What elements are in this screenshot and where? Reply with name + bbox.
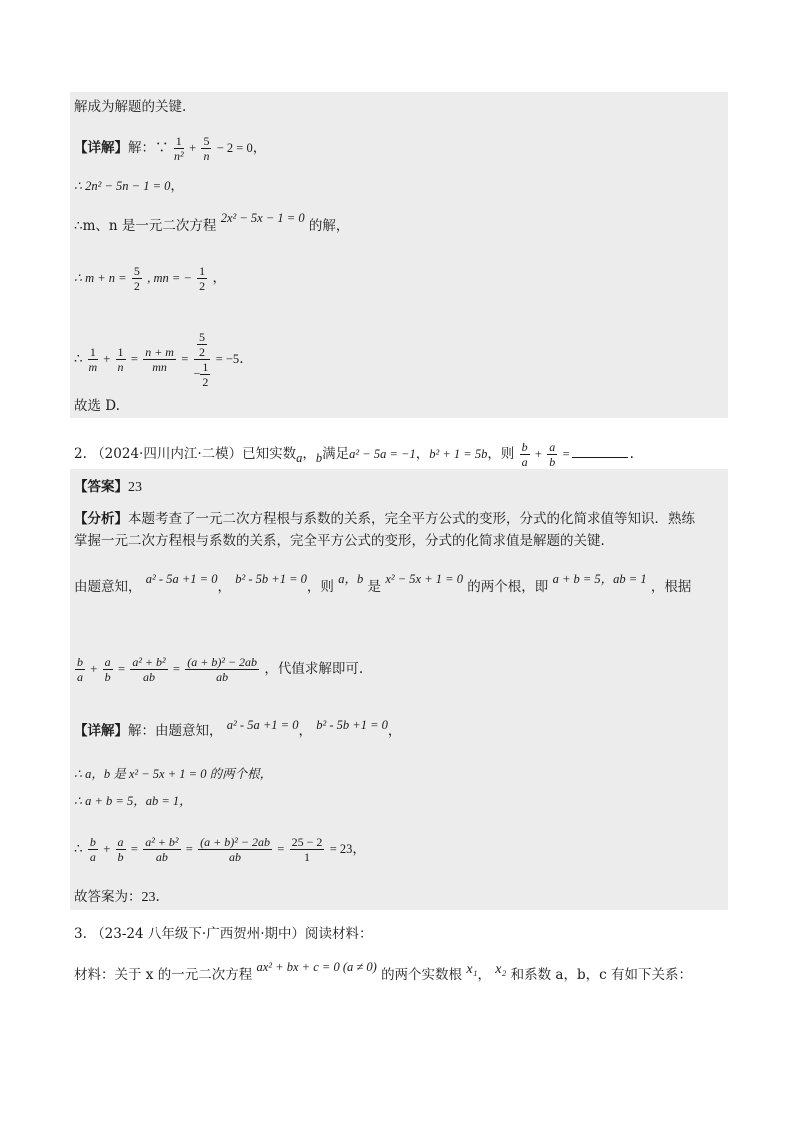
fraction: $\frac{\text{a² + b²}}{ab}$ — [145, 835, 179, 864]
question-3-material: 材料：关于 x 的一元二次方程 ax² + bx + c = 0 (a ≠ 0) 的两个实数根 x₁， x₂ 和系数 a，b，c 有如下关系： — [74, 960, 692, 983]
analysis-line-3: 由题意知， a² - 5a +1 = 0， b² - 5b +1 = 0，则 a，b 是 x² − 5x + 1 = 0 的两个根，即 a + b = 5，ab = 1 ，根据 — [74, 572, 692, 595]
analysis-line-1: 【分析】本题考查了一元二次方程根与系数的关系，完全平方公式的变形，分式的化简求值等知识．熟练 — [74, 511, 695, 527]
fraction: $\frac{b}{a}$ — [521, 440, 528, 469]
detail-line-1: 【详解】解：∵ $\frac{1}{\text{n²}}$ + $\frac{5}{n}$ − 2 = 0， — [74, 134, 267, 163]
detail-tag: 【详解】 — [74, 140, 128, 156]
question-2: 2. （2024·四川内江·二模）已知实数a，b满足a² − 5a = −1，b² + 1 = 5b，则 $\frac{b}{a}$ + $\frac{a}{b}$ = . — [74, 440, 634, 469]
fraction: $\frac{\text{(a + b)² − 2ab}}{ab}$ — [200, 835, 270, 864]
fraction: $\frac{25 - 2}{1}$ — [291, 835, 323, 864]
fraction: $\frac{1}{m}$ — [88, 345, 98, 374]
fraction: $\frac{b}{a}$ — [77, 655, 83, 684]
equation-4: ∴ m + n = $\frac{5}{2}$ , mn = − $\frac{1}{2}$ ， — [74, 264, 226, 293]
question-3: 3. （23-24 八年级下·广西贺州·期中）阅读材料： — [74, 926, 373, 942]
answer-line: 【答案】23 — [74, 479, 142, 495]
equation-2: ∴ 2n² − 5n − 1 = 0， — [74, 178, 184, 194]
fraction: $\frac{\text{a² + b²}}{ab}$ — [132, 655, 166, 684]
fraction: $\frac{a}{b}$ — [104, 655, 111, 684]
conclusion-1: 故选 D. — [74, 398, 120, 414]
detail-line-2: 【详解】解：由题意知， a² - 5a +1 = 0， b² - 5b +1 = 0， — [74, 718, 402, 739]
final-answer: 故答案为：23. — [74, 889, 160, 905]
fraction: $\frac{a}{b}$ — [117, 835, 124, 864]
fraction: $\frac{5}{2}$ — [133, 264, 140, 293]
equation-5: ∴ $\frac{1}{m}$ + $\frac{1}{n}$ = $\frac{n + m}{mn}$ = $\frac{5}{2}$ − $\frac{1}{2}$ = −5. — [74, 330, 244, 389]
fraction: $\frac{\text{(a + b)² − 2ab}}{ab}$ — [187, 655, 258, 684]
fraction: $\frac{n + m}{mn}$ — [145, 345, 174, 374]
answer-tag: 【答案】 — [74, 479, 128, 495]
step-3: ∴ $\frac{b}{a}$ + $\frac{a}{b}$ = $\frac{\text{a² + b²}}{ab}$ = $\frac{\text{(a + b)² − 2ab}}{ab}$ = $\frac{25 - 2}{1}$ = 23， — [74, 835, 366, 864]
fraction: $\frac{5}{n}$ — [203, 134, 210, 163]
fraction: $\frac{1}{n}$ — [117, 345, 124, 374]
analysis-line-4: $\frac{b}{a}$ + $\frac{a}{b}$ = $\frac{\text{a² + b²}}{ab}$ = $\frac{\text{(a + b)² − 2ab}}{ab}$ ，代值求解即可. — [77, 655, 364, 684]
intro-text: 解成为解题的关键. — [74, 99, 187, 115]
answer-blank — [572, 457, 628, 458]
step-2: ∴ a + b = 5，ab = 1， — [74, 794, 192, 808]
analysis-line-2: 掌握一元二次方程根与系数的关系，完全平方公式的变形，分式的化简求值是解题的关键． — [74, 533, 614, 549]
compound-fraction: $\frac{5}{2}$ − $\frac{1}{2}$ — [193, 330, 209, 389]
fraction: $\frac{a}{b}$ — [549, 440, 556, 469]
fraction: $\frac{b}{a}$ — [89, 835, 96, 864]
fraction: $\frac{1}{2}$ — [199, 264, 206, 293]
step-1: ∴ a，b 是 x² − 5x + 1 = 0 的两个根， — [74, 767, 273, 781]
fraction: $\frac{1}{\text{n²}}$ — [173, 134, 184, 163]
equation-3: ∴m、n 是一元二次方程 2x² − 5x − 1 = 0 的解， — [74, 211, 350, 234]
